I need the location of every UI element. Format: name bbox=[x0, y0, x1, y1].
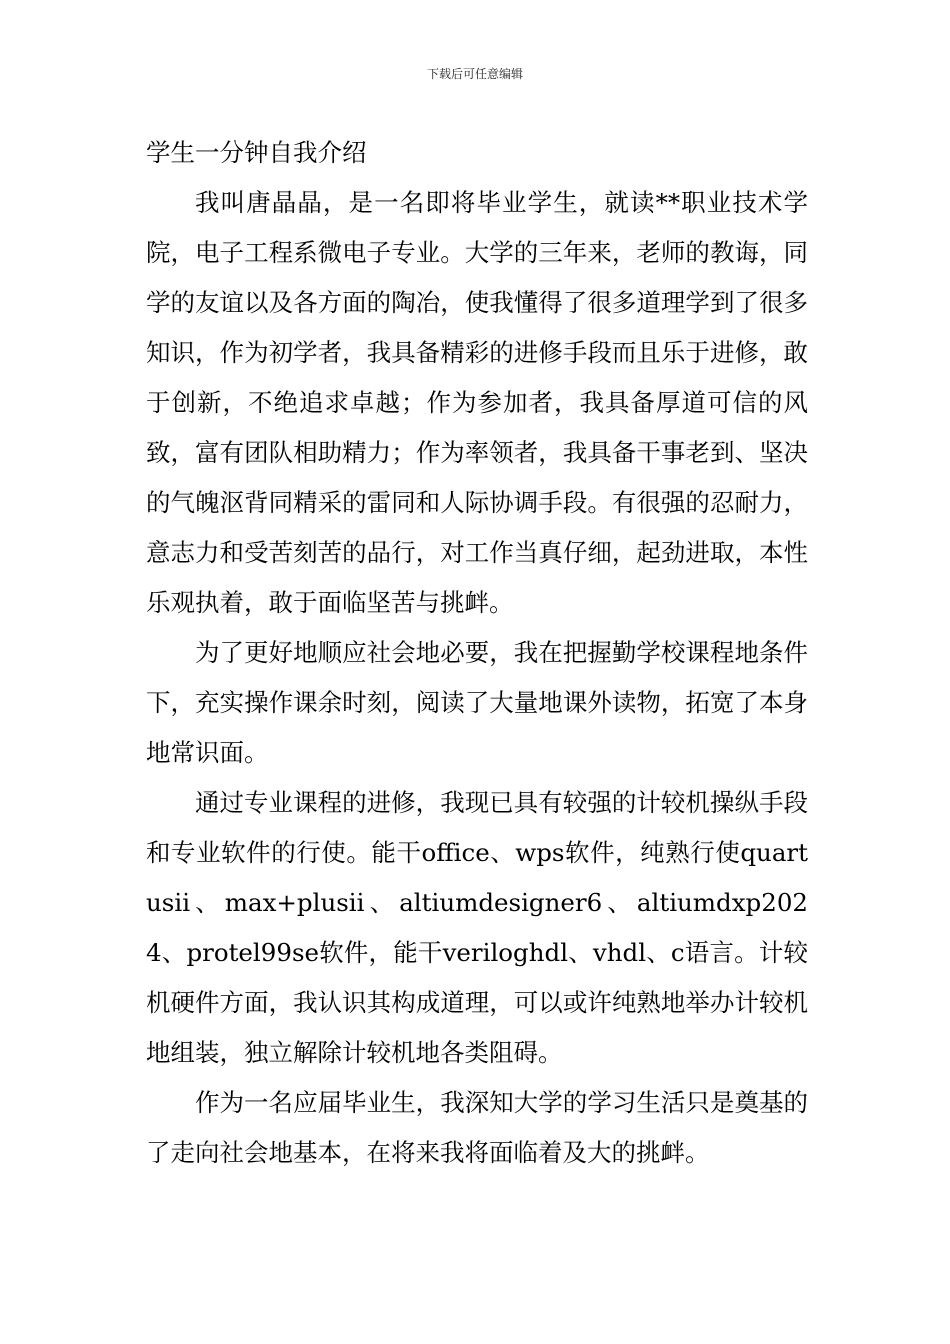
paragraph-reading: 为了更好地顺应社会地必要，我在把握勤学校课程地条件下，充实操作课余时刻，阅读了大量地课外读物，拓宽了本身地常识面。 bbox=[146, 638, 808, 767]
paragraph-future: 作为一名应届毕业生，我深知大学的学习生活只是奠基的了走向社会地基本，在将来我将面临着及大的挑衅。 bbox=[146, 1088, 808, 1167]
paragraph-skills: 通过专业课程的进修，我现已具有较强的计较机操纵手段和专业软件的行使。能干office、wps软件，纯熟行使quartusii、max+plusii、altiumdesigner6、altiumdxp2024、protel99se软件，能干veriloghdl、vhdl、c语言。计较机硬件方面，我认识其构成道理，可以或许纯熟地举办计较机地组装，独立解除计较机地各类阻碍。 bbox=[146, 788, 808, 1067]
document-body bbox=[146, 128, 808, 1178]
page-header: 下载后可任意编辑 bbox=[426, 67, 523, 81]
document-title: 学生一分钟自我介绍 bbox=[146, 138, 367, 167]
paragraph-introduction: 我叫唐晶晶，是一名即将毕业学生，就读**职业技术学院，电子工程系微电子专业。大学的三年来，老师的教诲，同学的友谊以及各方面的陶冶，使我懂得了很多道理学到了很多知识，作为初学者，我具备精彩的进修手段而且乐于进修，敢于创新，不绝追求卓越；作为参加者，我具备厚道可信的风致，富有团队相助精力；作为率领者，我具备干事老到、坚决的气魄沤背同精采的雷同和人际协调手段。有很强的忍耐力，意志力和受苦刻苦的品行，对工作当真仔细，起劲进取，本性乐观执着，敢于面临坚苦与挑衅。 bbox=[146, 188, 808, 617]
